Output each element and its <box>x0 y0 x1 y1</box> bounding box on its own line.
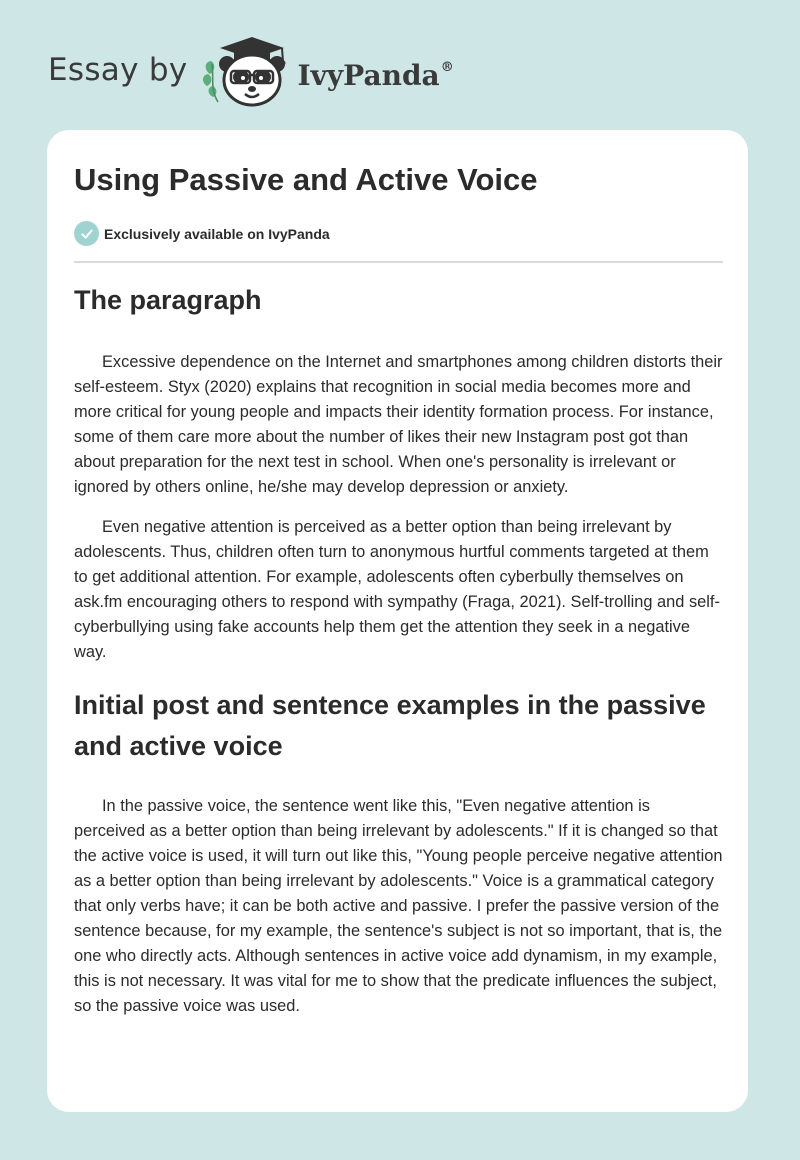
ivy-leaf-icon <box>202 61 217 102</box>
section-heading: Initial post and sentence examples in the passive and active voice <box>74 690 706 761</box>
brand-name[interactable] <box>298 59 454 92</box>
site-header <box>48 34 454 114</box>
exclusive-badge <box>74 221 330 246</box>
page-title: Using Passive and Active Voice <box>74 162 538 197</box>
essay-by-label: Essay by <box>48 52 188 88</box>
panda-graduate-icon <box>202 34 292 110</box>
badge-label: Exclusively available on IvyPanda <box>104 225 330 242</box>
paragraph: Even negative attention is perceived as a better option than being irrelevant by adolescents. Thus, children often turn to anonymous hurtful comments targeted at them to get additional attention. For example, adolescents often cyberbully themselves on ask.fm encouraging others to respond with sympathy (Fraga, 2021). Self-trolling and self-cyberbullying using fake accounts help them get the attention they seek in a negative way. <box>74 518 720 661</box>
essay-card <box>47 130 748 1112</box>
title-divider <box>74 261 723 263</box>
brand-text: IvyPanda <box>297 58 440 92</box>
paragraph: In the passive voice, the sentence went like this, "Even negative attention is perceived as a better option than being irrelevant by adolescents." If it is changed so that the active voice is used, it will turn out like this, "Young people perceive negative attention as a better option than being irrelevant by adolescents." Voice is a grammatical category that only verbs have; it can be both active and passive. I prefer the passive version of the sentence because, for my example, the sentence's subject is not so important, that is, the one who directly acts. Although sentences in active voice add dynamism, in my example, this is not necessary. It was vital for me to show that the predicate influences the subject, so the passive voice was used. <box>74 797 723 1015</box>
paragraph: Excessive dependence on the Internet and smartphones among children distorts their self-esteem. Styx (2020) explains that recognition in social media becomes more and more critical for young people and impacts their identity formation process. For instance, some of them care more about the number of likes their new Instagram post got than about preparation for the next test in school. When one's personality is irrelevant or ignored by others online, he/she may develop depression or anxiety. <box>74 353 723 496</box>
section-heading: The paragraph <box>74 285 262 315</box>
registered-mark: ® <box>440 59 454 75</box>
essay-body <box>74 280 724 1019</box>
check-icon <box>74 221 99 246</box>
